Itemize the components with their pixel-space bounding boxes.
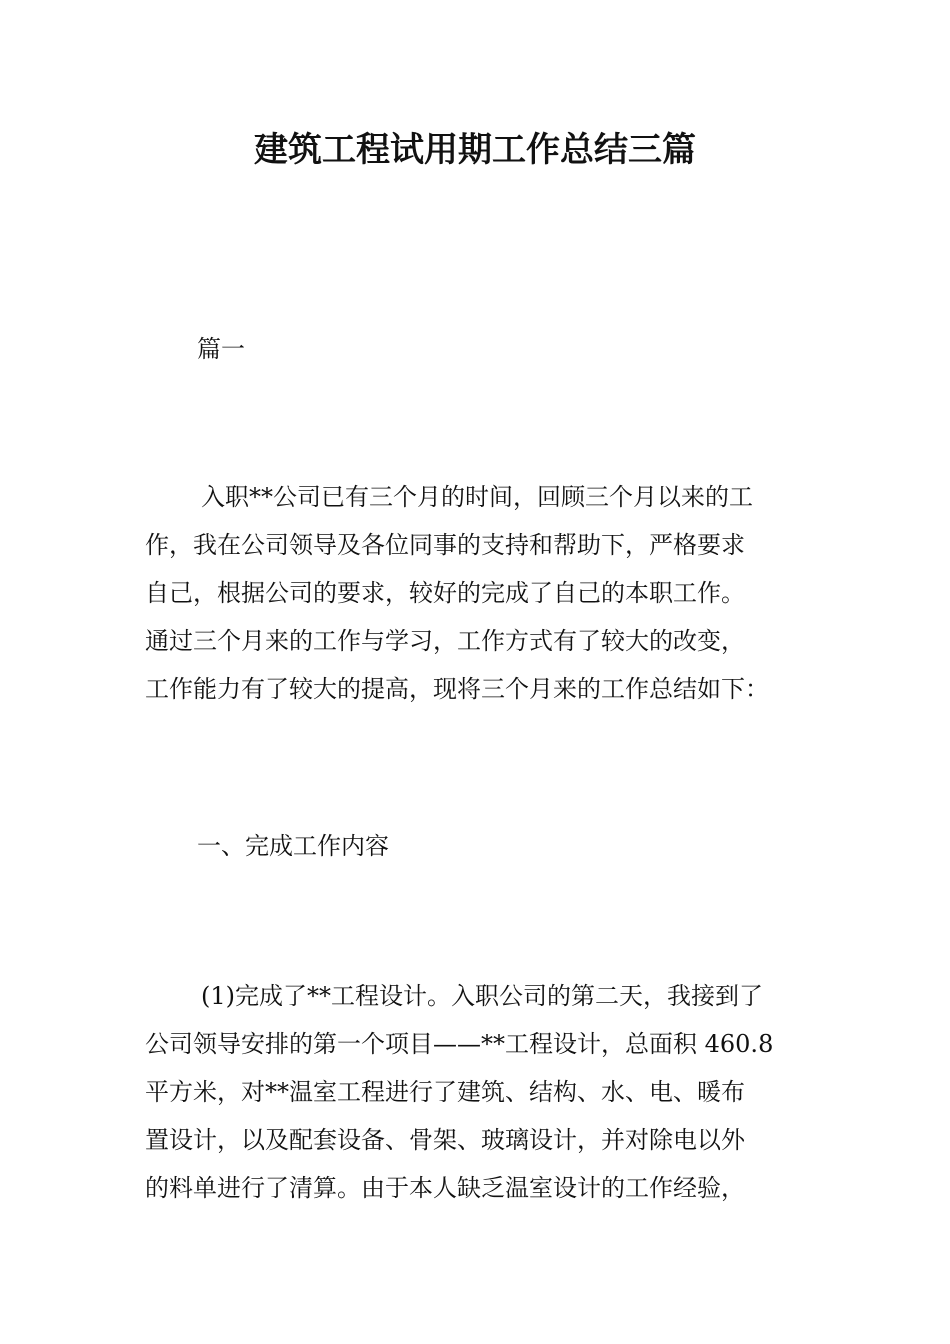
item1-line: 置设计，以及配套设备、骨架、玻璃设计，并对除电以外 bbox=[145, 1126, 745, 1154]
intro-line: 自己，根据公司的要求，较好的完成了自己的本职工作。 bbox=[145, 579, 745, 607]
intro-line: 入职**公司已有三个月的时间，回顾三个月以来的工 bbox=[201, 483, 753, 511]
part-label: 篇一 bbox=[197, 335, 245, 363]
intro-line: 通过三个月来的工作与学习，工作方式有了较大的改变， bbox=[145, 627, 745, 655]
intro-line: 工作能力有了较大的提高，现将三个月来的工作总结如下： bbox=[145, 675, 769, 703]
intro-paragraph bbox=[145, 473, 815, 713]
item1-paragraph bbox=[145, 972, 815, 1212]
document-title: 建筑工程试用期工作总结三篇 bbox=[254, 130, 696, 170]
item1-line: (1)完成了**工程设计。入职公司的第二天，我接到了 bbox=[201, 982, 763, 1010]
item1-line: 的料单进行了清算。由于本人缺乏温室设计的工作经验， bbox=[145, 1174, 745, 1202]
section-heading: 一、完成工作内容 bbox=[197, 832, 389, 860]
intro-line: 作，我在公司领导及各位同事的支持和帮助下，严格要求 bbox=[145, 531, 745, 559]
item1-line: 公司领导安排的第一个项目——**工程设计，总面积 460.8 bbox=[145, 1030, 774, 1058]
item1-line: 平方米，对**温室工程进行了建筑、结构、水、电、暖布 bbox=[145, 1078, 745, 1106]
